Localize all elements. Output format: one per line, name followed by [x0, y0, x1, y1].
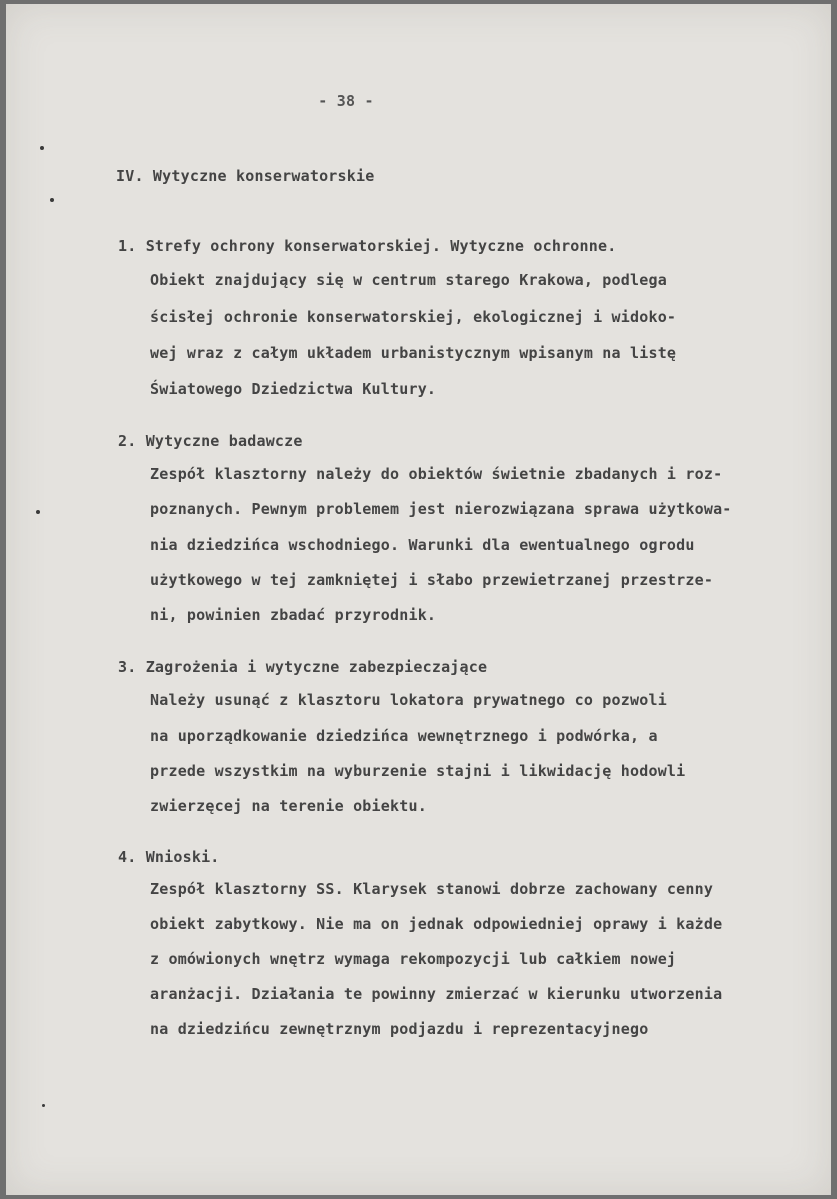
paper-speck — [50, 198, 54, 202]
item-2-line-1: Zespół klasztorny należy do obiektów świetnie zbadanych i roz- — [150, 465, 723, 483]
typed-text-area — [6, 4, 831, 1195]
paper-speck — [42, 1104, 45, 1107]
item-4-heading: 4. Wnioski. — [118, 848, 220, 866]
item-3-heading: 3. Zagrożenia i wytyczne zabezpieczające — [118, 658, 488, 676]
item-2-line-4: użytkowego w tej zamkniętej i słabo przewietrzanej przestrze- — [150, 571, 714, 589]
section-heading: IV. Wytyczne konserwatorskie — [116, 167, 375, 185]
paper-speck — [40, 146, 44, 150]
item-3-line-4: zwierzęcej na terenie obiektu. — [150, 797, 427, 815]
paper-speck — [36, 510, 40, 514]
item-4-line-4: aranżacji. Działania te powinny zmierzać w kierunku utworzenia — [150, 985, 723, 1003]
item-1-heading: 1. Strefy ochrony konserwatorskiej. Wytyczne ochronne. — [118, 237, 617, 255]
item-3-line-1: Należy usunąć z klasztoru lokatora prywatnego co pozwoli — [150, 691, 667, 709]
page-number: - 38 - — [318, 92, 374, 110]
item-3-line-3: przede wszystkim na wyburzenie stajni i likwidację hodowli — [150, 762, 686, 780]
item-2-line-2: poznanych. Pewnym problemem jest nierozwiązana sprawa użytkowa- — [150, 500, 732, 518]
item-2-heading: 2. Wytyczne badawcze — [118, 432, 303, 450]
item-4-line-2: obiekt zabytkowy. Nie ma on jednak odpowiedniej oprawy i każde — [150, 915, 723, 933]
item-1-line-4: Światowego Dziedzictwa Kultury. — [150, 380, 437, 398]
item-1-line-2: ścisłej ochronie konserwatorskiej, ekologicznej i widoko- — [150, 308, 677, 326]
item-1-line-1: Obiekt znajdujący się w centrum starego Krakowa, podlega — [150, 271, 667, 289]
item-3-line-2: na uporządkowanie dziedzińca wewnętrznego i podwórka, a — [150, 727, 658, 745]
item-4-line-3: z omówionych wnętrz wymaga rekompozycji lub całkiem nowej — [150, 950, 677, 968]
item-4-line-1: Zespół klasztorny SS. Klarysek stanowi dobrze zachowany cenny — [150, 880, 714, 898]
item-4-line-5: na dziedzińcu zewnętrznym podjazdu i reprezentacyjnego — [150, 1020, 649, 1038]
item-1-line-3: wej wraz z całym układem urbanistycznym wpisanym na listę — [150, 344, 677, 362]
item-2-line-5: ni, powinien zbadać przyrodnik. — [150, 606, 437, 624]
item-2-line-3: nia dziedzińca wschodniego. Warunki dla ewentualnego ogrodu — [150, 536, 695, 554]
document-page — [6, 4, 831, 1195]
